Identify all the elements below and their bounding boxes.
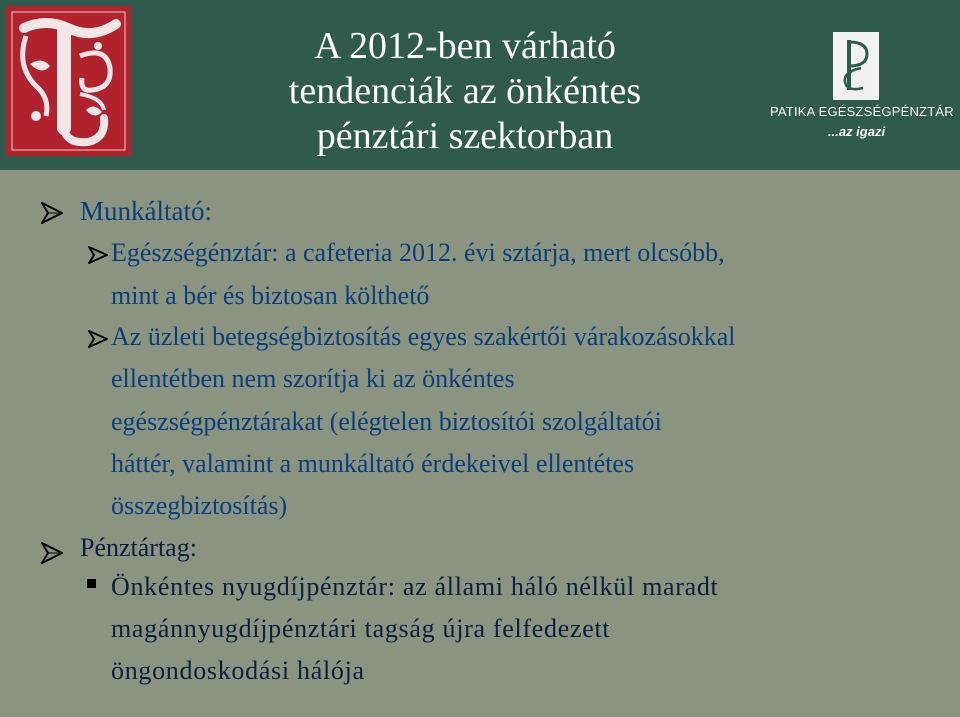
bullet-uzleti-line4: háttér, valamint a munkáltató érdekeivel ellentétes <box>111 449 635 478</box>
bullet-onkentes-line3 <box>111 656 365 686</box>
square-bullet-icon <box>87 579 96 588</box>
arrowhead-bullet-icon <box>87 329 109 349</box>
bullet-egeszsegpenztar-line1: Egészségénztár: a cafeteria 2012. évi sztárja, mert olcsóbb, <box>111 238 725 267</box>
bullet-egeszsegpenztar-line2: mint a bér és biztosan költhető <box>111 281 430 310</box>
bullet-uzleti-line2: ellentétben nem szorítja ki az önkéntes <box>111 364 515 393</box>
bullet-uzleti-line5: összegbiztosítás) <box>111 491 288 520</box>
bullet-munkaltato: Munkáltató: <box>80 196 212 226</box>
bullet-penztartag: Pénztártag: <box>80 533 197 562</box>
bullet-uzleti-line3: egészségpénztárakat (elégtelen biztosítói szolgáltatói <box>111 407 662 436</box>
brand-slogan: ...az igazi <box>828 124 886 139</box>
bullet-onkentes-line2 <box>111 614 610 644</box>
title-line-2: tendenciák az önkéntes <box>288 70 642 112</box>
bullet-onkentes-line2-text: magánnyugdíjpénztári tagság újra felfedezett <box>111 614 611 643</box>
arrowhead-bullet-icon <box>87 245 109 265</box>
ornamental-t-logo-icon <box>6 6 131 156</box>
bullet-onkentes-line1-text: Önkéntes nyugdíjpénztár: az állami háló nélkül maradt <box>111 572 719 601</box>
patika-brand-logo <box>770 30 954 150</box>
title-line-1: A 2012-ben várható <box>314 25 616 67</box>
arrowhead-bullet-icon <box>39 201 65 225</box>
brand-name: PATIKA EGÉSZSÉGPÉNZTÁR <box>770 104 954 119</box>
arrowhead-bullet-icon <box>39 541 65 565</box>
slide-title <box>185 24 745 159</box>
title-line-3: pénztári szektorban <box>316 115 614 157</box>
bullet-onkentes-line1 <box>111 572 718 602</box>
slide-header <box>0 0 960 170</box>
bullet-uzleti-line1: Az üzleti betegségbiztosítás egyes szakértői várakozásokkal <box>111 322 736 351</box>
bullet-onkentes-line3-text: öngondoskodási hálója <box>111 656 365 685</box>
patika-monogram-icon <box>833 32 879 100</box>
